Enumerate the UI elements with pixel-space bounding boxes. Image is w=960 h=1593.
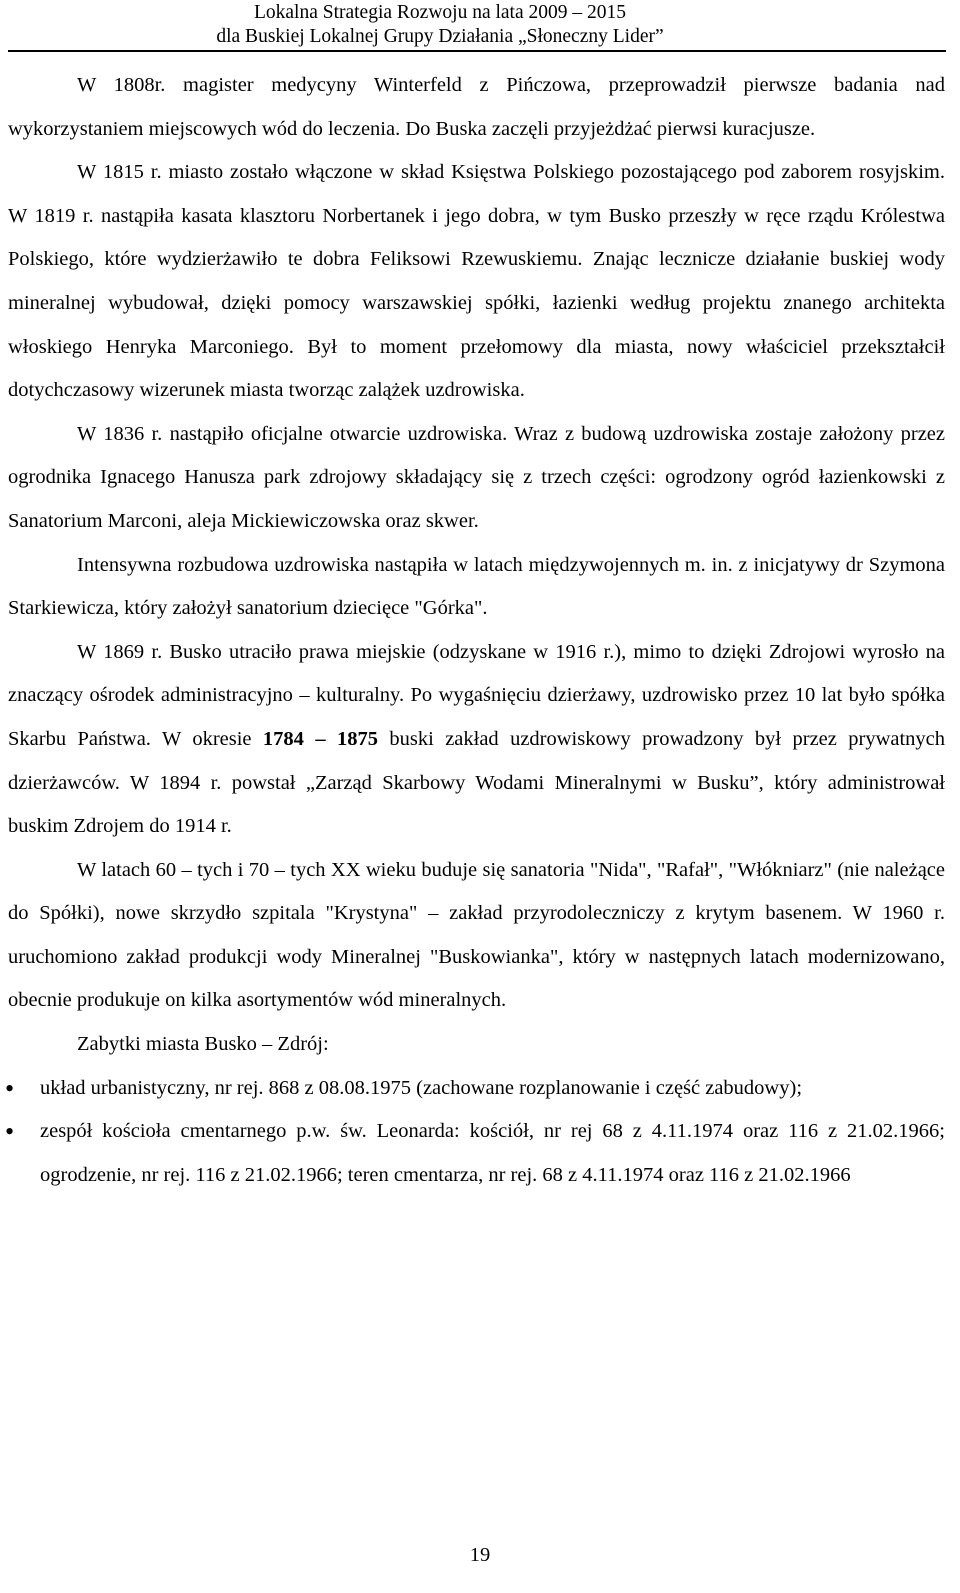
document-body <box>8 64 945 1197</box>
paragraph-sanatoria: W latach 60 – tych i 70 – tych XX wieku buduje się sanatoria "Nida", "Rafał", "Włókniarz" (nie należące do Spółki), nowe skrzydło szpitala "Krystyna" – zakład przyrodoleczniczy z krytym basenem. W 1960 r. uruchomiono zakład produkcji wody Mineralnej "Buskowianka", który w następnych latach modernizowano, obecnie produkuje on kilka asortymentów wód mineralnych. <box>8 858 945 1012</box>
bold-period: 1784 – 1875 <box>262 727 378 750</box>
paragraph-1869-part1: W 1869 r. Busko utraciło prawa miejskie (odzyskane w 1916 r.), mimo to dzięki Zdrojowi wyrosło na znaczący ośrodek administracyjno – kulturalny. Po wygaśnięciu dzierżawy, uzdrowisko przez 10 lat było spółka Skarbu Państwa. W okresie <box>8 640 945 750</box>
header-line-2: dla Buskiej Lokalnej Grupy Działania „Słoneczny Lider” <box>216 26 664 47</box>
paragraph-1808: W 1808r. magister medycyny Winterfeld z Pińczowa, przeprowadził pierwsze badania nad wykorzystaniem miejscowych wód do leczenia. Do Buska zaczęli przyjeżdżać pierwsi kuracjusze. <box>8 74 945 140</box>
list-item: • układ urbanistyczny, nr rej. 868 z 08.08.1975 (zachowane rozplanowanie i część zabudowy); <box>8 1067 945 1111</box>
paragraph-1869-part2: buski zakład uzdrowiskowy prowadzony był przez prywatnych dzierżawców. W 1894 r. powstał „Zarząd Skarbowy Wodami Mineralnymi w Busku”, który administrował buskim Zdrojem do 1914 r. <box>8 727 946 838</box>
paragraph-1869 <box>8 631 945 849</box>
page-header <box>8 0 946 52</box>
list-item: • zespół kościoła cmentarnego p.w. św. Leonarda: kościół, nr rej 68 z 4.11.1974 oraz 116 z 21.02.1966; ogrodzenie, nr rej. 116 z 21.02.1966; teren cmentarza, nr rej. 68 z 4.11.1974 oraz 116 z 21.02.1966 <box>8 1110 945 1197</box>
page-number: 19 <box>469 1544 491 1566</box>
header-line-1: Lokalna Strategia Rozwoju na lata 2009 – 2015 <box>253 2 627 23</box>
paragraph-1815: W 1815 r. miasto zostało włączone w skład Księstwa Polskiego pozostającego pod zaborem rosyjskim. W 1819 r. nastąpiła kasata klasztoru Norbertanek i jego dobra, w tym Busko przeszły w ręce rządu Królestwa Polskiego, które wydzierżawiło te dobra Feliksowi Rzewuskiemu. Znając lecznicze działanie buskiej wody mineralnej wybudował, dzięki pomocy warszawskiej spółki, łazienki według projektu znanego architekta włoskiego Henryka Marconiego. Był to moment przełomowy dla miasta, nowy właściciel przekształcił dotychczasowy wizerunek miasta tworząc zalążek uzdrowiska. <box>8 161 945 402</box>
monuments-heading: Zabytki miasta Busko – Zdrój: <box>77 1033 329 1056</box>
monuments-list <box>8 1067 945 1198</box>
paragraph-interwar: Intensywna rozbudowa uzdrowiska nastąpiła w latach międzywojennych m. in. z inicjatywy dr Szymona Starkiewicza, który założył sanatorium dziecięce "Górka". <box>8 553 945 620</box>
paragraph-1836: W 1836 r. nastąpiło oficjalne otwarcie uzdrowiska. Wraz z budową uzdrowiska zostaje założony przez ogrodnika Ignacego Hanusza park zdrojowy składający się z trzech części: ogrodzony ogród łazienkowski z Sanatorium Marconi, aleja Mickiewiczowska oraz skwer. <box>8 422 945 532</box>
